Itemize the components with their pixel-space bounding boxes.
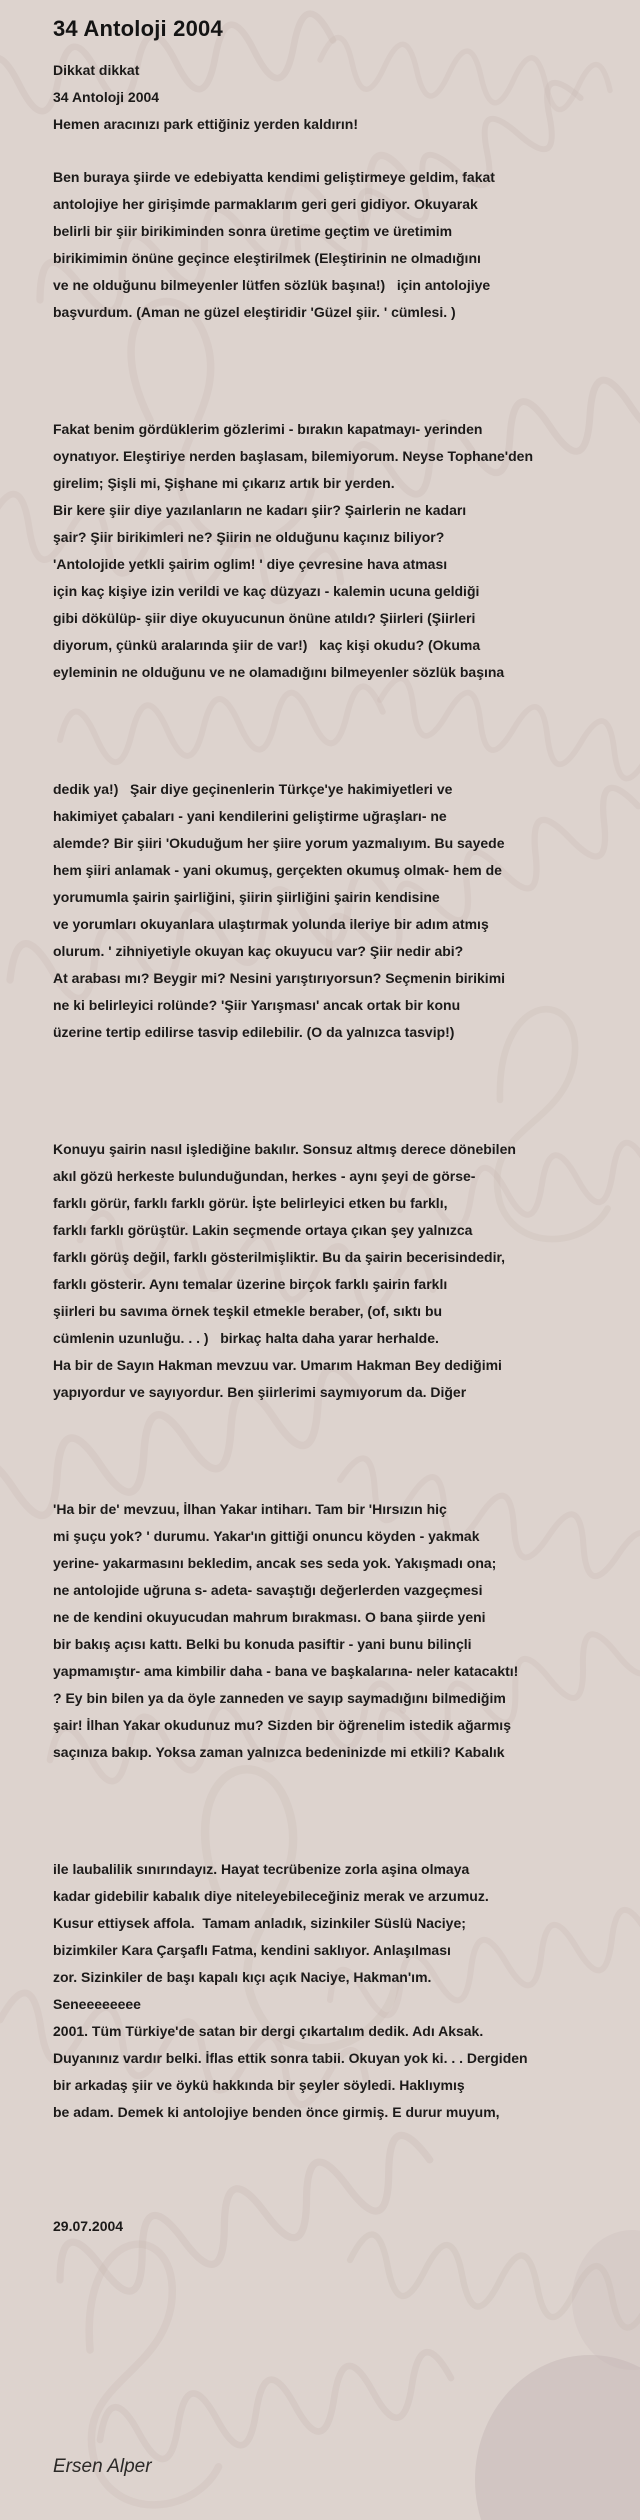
author-signature: Ersen Alper <box>53 2456 152 2477</box>
poem-paragraph-4: Konuyu şairin nasıl işlediğine bakılır. Sonsuz altmış derece dönebilen akıl gözü herkeste bulunduğundan, herkes - aynı şeyi de görse- farklı görür, farklı farklı görür. İşte belirleyici etken bu farklı, farklı farklı görüştür. Lakin seçmende ortaya çıkan şey yalnızca farklı görüş değil, farklı gösterilmişliktir. Bu da şairin becerisindedir, farklı gösterir. Aynı temalar üzerine birçok farklı şairin farklı şiirleri bu savıma örnek teşkil etmekle beraber, (of, sıktı bu cümlenin uzunluğu. . . ) birkaç halta daha yarar herhalde. Ha bir de Sayın Hakman mevzuu var. Umarım Hakman Bey dediğimi yapıyordur ve sayıyordur. Ben şiirlerimi saymıyorum da. Diğer <box>53 1141 516 1400</box>
poem-paragraph-1: Ben buraya şiirde ve edebiyatta kendimi geliştirmeye geldim, fakat antolojiye her girişimde parmaklarım geri geri gidiyor. Okuyarak belirli bir şiir birikiminden sonra üretime geçtim ve üretimim birikimimin önüne geçince eleştirilmek (Eleştirinin ne olmadığını ve ne olduğunu bilmeyenler lütfen sözlük başına!) için antolojiye başvurdum. (Aman ne güzel eleştiridir 'Güzel şiir. ' cümlesi. ) <box>53 169 495 320</box>
poem-intro: Dikkat dikkat 34 Antoloji 2004 Hemen aracınızı park ettiğiniz yerden kaldırın! <box>53 62 358 132</box>
page-title: 34 Antoloji 2004 <box>53 16 223 41</box>
poem-date: 29.07.2004 <box>53 2218 124 2234</box>
poem-paragraph-5: 'Ha bir de' mevzuu, İlhan Yakar intiharı. Tam bir 'Hırsızın hiç mi şuçu yok? ' durumu. Yakar'ın gittiği onuncu köyden - yakmak yerine- yakarmasını bekledim, ancak ses seda yok. Yakışmadı ona; ne antolojide uğruna s- adeta- savaştığı değerlerden vazgeçmesi ne de kendini okuyucudan mahrum bırakması. O bana şiirde yeni bir bakış açısı kattı. Belki bu konuda pasiftir - yani bunu bilinçli yapmamıştır- ama kimbilir daha - bana ve başkalarına- neler katacaktı! ? Ey bin bilen ya da öyle zanneden ve sayıp saymadığını bilmediğim şair! İlhan Yakar okudunuz mu? Sizden bir öğrenelim istedik ağarmış saçınıza bakıp. Yoksa zaman yalnızca bedeninizde mi etkili? Kabalık <box>53 1501 519 1760</box>
poem-paragraph-3: dedik ya!) Şair diye geçinenlerin Türkçe'ye hakimiyetleri ve hakimiyet çabaları - yani kendilerini geliştirme uğraşları- ne alemde? Bir şiiri 'Okuduğum her şiire yorum yazmalıyım. Bu sayede hem şiiri anlamak - yani okumuş, gerçekten okumuş olmak- hem de yorumumla şairin şairliğini, şiirin şiirliğini şairin kendisine ve yorumları okuyanlara ulaştırmak yolunda ileriye bir adım atmış olurum. ' zihniyetiyle okuyan kaç okuyucu var? Şiir nedir abi? At arabası mı? Beygir mi? Nesini yarıştırıyorsun? Seçmenin birikimi ne ki belirleyici rolünde? 'Şiir Yarışması' ancak ortak bir konu üzerine tertip edilirse tasvip edilebilir. (O da yalnızca tasvip!) <box>53 781 506 1040</box>
poem-paragraph-6: ile laubalilik sınırındayız. Hayat tecrübenize zorla aşina olmaya kadar gidebilir kabalık diye niteleyebileceğiniz merak ve arzumuz. Kusur ettiysek affola. Tamam anladık, sizinkiler Süslü Naciye; bizimkiler Kara Çarşaflı Fatma, kendini saklıyor. Anlaşılması zor. Sizinkiler de başı kapalı kıçı açık Naciye, Hakman'ım. Seneeeeeeee 2001. Tüm Türkiye'de satan bir dergi çıkartalım dedik. Adı Aksak. Duyanınız vardır belki. İflas ettik sonra tabii. Okuyan yok ki. . . Dergiden bir arkadaş şiir ve öykü hakkında bir şeyler söyledi. Haklıymış be adam. Demek ki antolojiye benden önce girmiş. E durur muyum, <box>53 1861 528 2120</box>
poem-paragraph-2: Fakat benim gördüklerim gözlerimi - bırakın kapatmayı- yerinden oynatıyor. Eleştiriye nerden başlasam, bilemiyorum. Neyse Tophane'den girelim; Şişli mi, Şişhane mi çıkarız artık bir yerden. Bir kere şiir diye yazılanların ne kadarı şiir? Şairlerin ne kadarı şair? Şiir birikimleri ne? Şiirin ne olduğunu kaçınız biliyor? 'Antolojide yetkli şairim oglim! ' diye çevresine hava atması için kaç kişiye izin verildi ve kaç düzyazı - kalemin ucuna geldiği gibi dökülüp- şiir diye okuyucunun önüne atıldı? Şiirleri (Şiirleri diyorum, çünkü aralarında şiir de var!) kaç kişi okudu? (Okuma eyleminin ne olduğunu ve ne olamadığını bilmeyenler sözlük başına <box>53 421 534 680</box>
